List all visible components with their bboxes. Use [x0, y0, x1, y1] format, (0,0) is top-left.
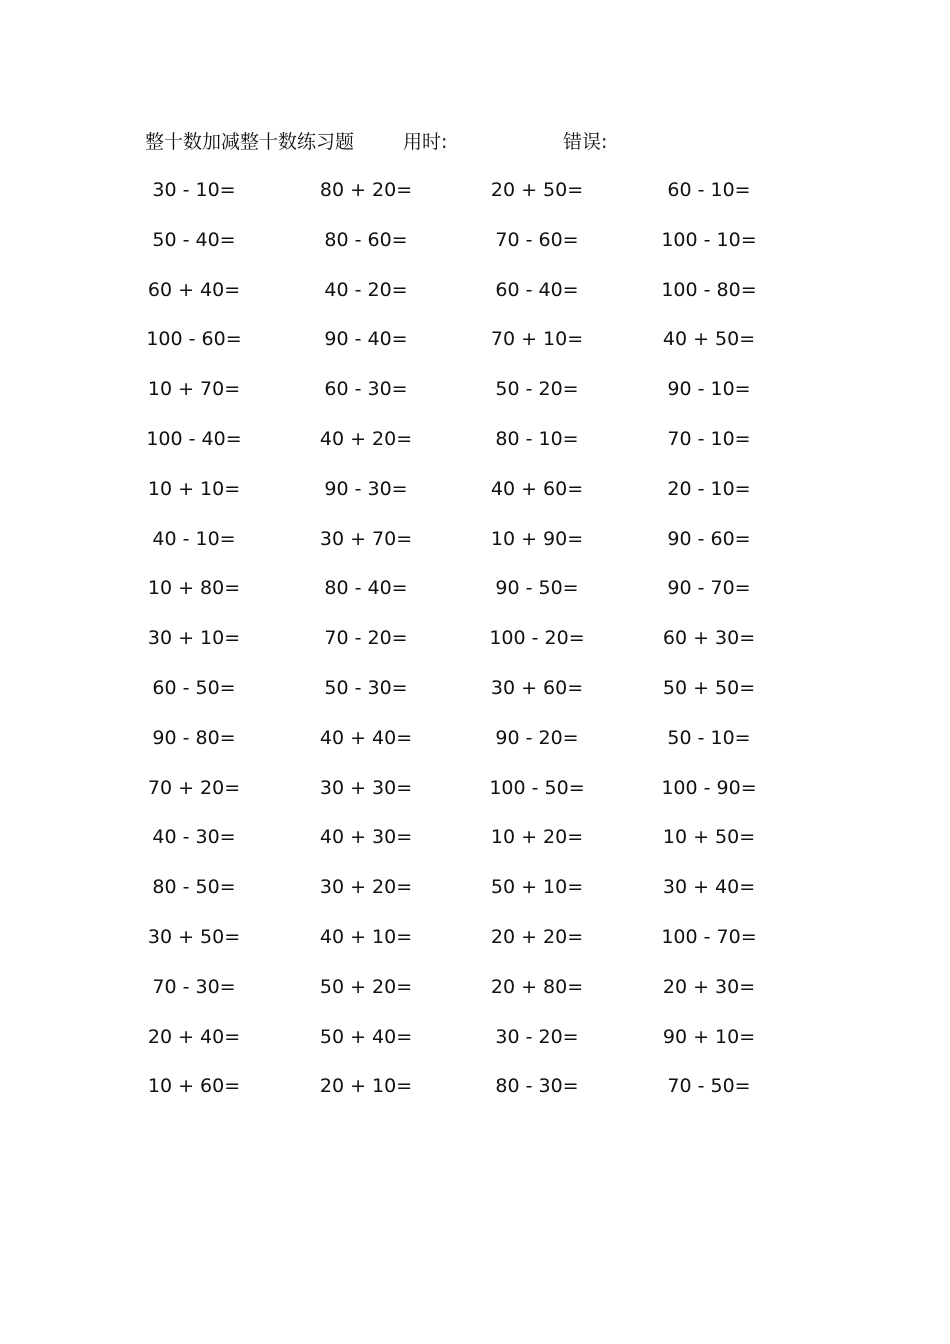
problem-item: 60 + 40=	[147, 278, 241, 301]
problem-item: 100 - 20=	[489, 627, 585, 650]
problem-row	[0, 674, 950, 724]
problem-row	[0, 574, 950, 624]
problem-item: 90 - 10=	[667, 378, 751, 401]
problem-item: 50 - 30=	[324, 676, 408, 699]
problem-row	[0, 226, 950, 276]
time-label: 用时:	[403, 131, 448, 153]
problem-item: 90 - 30=	[324, 477, 408, 500]
problem-item: 20 - 10=	[667, 477, 751, 500]
problem-row	[0, 1072, 950, 1122]
problem-item: 40 - 30=	[152, 826, 236, 849]
problem-item: 40 + 10=	[319, 925, 413, 948]
worksheet-title: 整十数加减整十数练习题	[145, 131, 355, 153]
problem-item: 10 + 50=	[662, 826, 756, 849]
problem-item: 10 + 20=	[490, 826, 584, 849]
problem-row	[0, 724, 950, 774]
problem-item: 10 + 60=	[147, 1075, 241, 1098]
problem-item: 50 - 40=	[152, 228, 236, 251]
problem-item: 100 - 70=	[661, 925, 757, 948]
problem-item: 20 + 30=	[662, 975, 756, 998]
problem-item: 20 + 10=	[319, 1075, 413, 1098]
problem-row	[0, 774, 950, 824]
problem-row	[0, 973, 950, 1023]
problem-item: 80 - 10=	[495, 427, 579, 450]
problem-item: 90 - 20=	[495, 726, 579, 749]
problem-item: 30 + 70=	[319, 527, 413, 550]
problem-item: 90 + 10=	[662, 1025, 756, 1048]
problem-row	[0, 1023, 950, 1073]
problem-item: 60 - 50=	[152, 676, 236, 699]
problem-item: 20 + 80=	[490, 975, 584, 998]
problem-item: 10 + 70=	[147, 378, 241, 401]
problem-row	[0, 325, 950, 375]
problem-item: 90 - 60=	[667, 527, 751, 550]
problem-item: 50 - 20=	[495, 378, 579, 401]
problem-item: 30 + 20=	[319, 876, 413, 899]
problem-item: 90 - 70=	[667, 577, 751, 600]
problem-item: 50 - 10=	[667, 726, 751, 749]
problem-item: 50 + 10=	[490, 876, 584, 899]
problem-item: 30 + 40=	[662, 876, 756, 899]
problem-item: 100 - 40=	[146, 427, 242, 450]
problem-item: 20 + 40=	[147, 1025, 241, 1048]
problem-row	[0, 923, 950, 973]
problem-item: 100 - 60=	[146, 328, 242, 351]
problem-item: 50 + 40=	[319, 1025, 413, 1048]
problem-item: 30 + 60=	[490, 676, 584, 699]
problem-item: 10 + 10=	[147, 477, 241, 500]
problem-item: 60 + 30=	[662, 627, 756, 650]
problem-item: 40 - 10=	[152, 527, 236, 550]
problem-row	[0, 525, 950, 575]
problem-item: 30 + 30=	[319, 776, 413, 799]
problem-row	[0, 375, 950, 425]
problem-item: 70 + 20=	[147, 776, 241, 799]
problem-item: 40 + 20=	[319, 427, 413, 450]
problem-item: 70 - 30=	[152, 975, 236, 998]
problem-item: 50 + 20=	[319, 975, 413, 998]
problem-item: 40 + 40=	[319, 726, 413, 749]
problem-row	[0, 823, 950, 873]
problem-row	[0, 276, 950, 326]
problem-item: 90 - 50=	[495, 577, 579, 600]
problem-row	[0, 624, 950, 674]
problem-item: 80 - 40=	[324, 577, 408, 600]
problem-item: 100 - 90=	[661, 776, 757, 799]
problem-item: 80 + 20=	[319, 179, 413, 201]
problem-row	[0, 425, 950, 475]
problem-item: 90 - 40=	[324, 328, 408, 351]
problem-item: 10 + 90=	[490, 527, 584, 550]
problem-item: 20 + 20=	[490, 925, 584, 948]
problem-item: 80 - 60=	[324, 228, 408, 251]
worksheet-header	[0, 128, 950, 156]
problem-item: 70 - 60=	[495, 228, 579, 251]
problem-item: 70 - 20=	[324, 627, 408, 650]
problem-item: 70 - 50=	[667, 1075, 751, 1098]
problem-item: 40 + 50=	[662, 328, 756, 351]
problem-grid	[0, 176, 950, 1122]
problem-item: 60 - 40=	[495, 278, 579, 301]
problem-item: 40 - 20=	[324, 278, 408, 301]
error-label: 错误:	[563, 131, 608, 153]
problem-item: 30 - 10=	[152, 179, 236, 201]
problem-item: 100 - 80=	[661, 278, 757, 301]
problem-item: 20 + 50=	[490, 179, 584, 201]
problem-item: 50 + 50=	[662, 676, 756, 699]
problem-item: 40 + 30=	[319, 826, 413, 849]
problem-item: 80 - 30=	[495, 1075, 579, 1098]
problem-item: 40 + 60=	[490, 477, 584, 500]
problem-row	[0, 475, 950, 525]
problem-item: 30 + 50=	[147, 925, 241, 948]
problem-item: 100 - 10=	[661, 228, 757, 251]
problem-item: 80 - 50=	[152, 876, 236, 899]
problem-item: 60 - 10=	[667, 179, 751, 201]
problem-item: 30 + 10=	[147, 627, 241, 650]
problem-row	[0, 873, 950, 923]
problem-item: 70 + 10=	[490, 328, 584, 351]
problem-item: 70 - 10=	[667, 427, 751, 450]
problem-row	[0, 176, 950, 226]
problem-item: 10 + 80=	[147, 577, 241, 600]
problem-item: 60 - 30=	[324, 378, 408, 401]
problem-item: 100 - 50=	[489, 776, 585, 799]
problem-item: 90 - 80=	[152, 726, 236, 749]
problem-item: 30 - 20=	[495, 1025, 579, 1048]
